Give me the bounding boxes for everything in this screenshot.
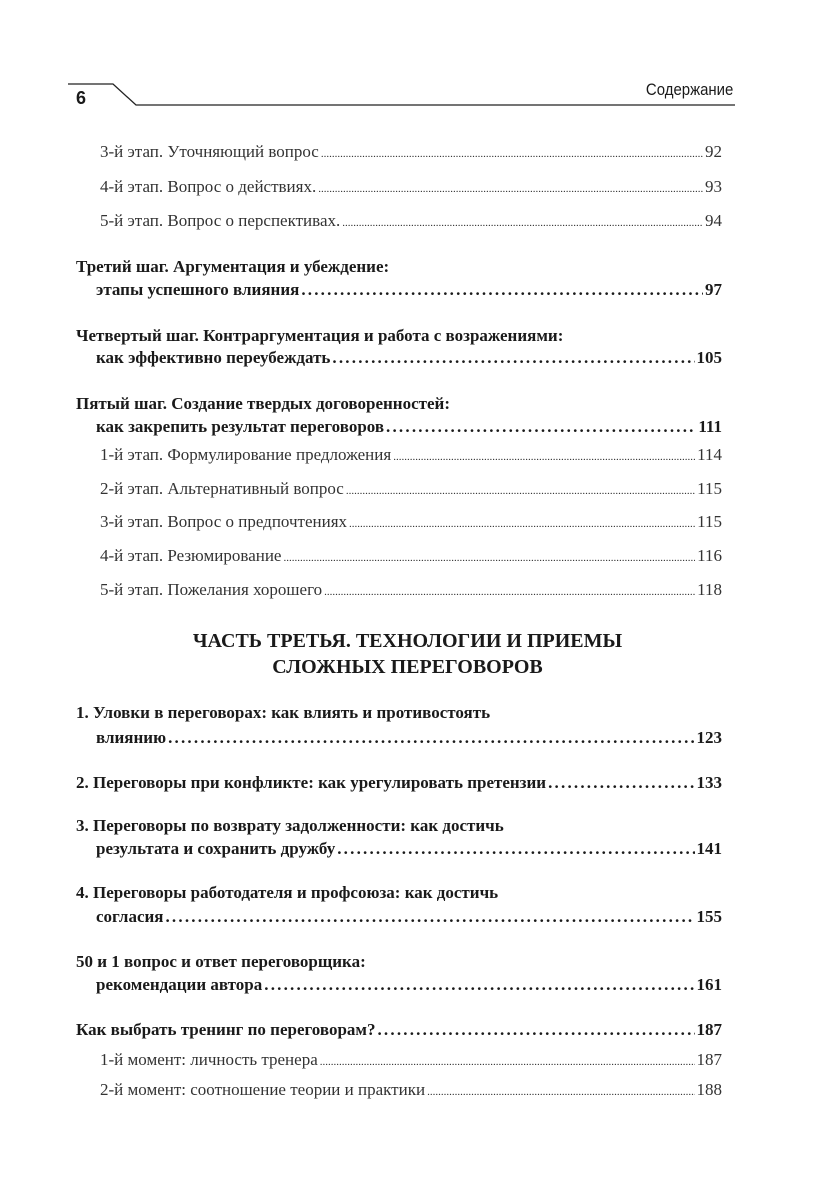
toc-page-number: 105 <box>696 348 722 367</box>
toc-entry-line <box>96 346 722 370</box>
dot-leader <box>342 209 703 235</box>
toc-entry-line <box>96 278 722 302</box>
dot-leader <box>386 415 696 439</box>
toc-entry-line <box>76 881 498 905</box>
dot-leader <box>324 578 695 604</box>
toc-entry-line <box>96 973 722 997</box>
toc-entry-title: 2-й этап. Альтернативный вопрос <box>100 479 344 498</box>
part-heading-line-2: СЛОЖНЫХ ПЕРЕГОВОРОВ <box>272 656 543 678</box>
toc-entry-title: 1. Уловки в переговорах: как влиять и противостоять <box>76 703 491 722</box>
toc-entry-line <box>76 814 504 838</box>
toc-page-number: 141 <box>696 839 722 858</box>
page-number: 6 <box>76 88 87 108</box>
header-rule <box>0 0 815 120</box>
toc-entry-title: как закрепить результат переговоров <box>96 417 385 436</box>
dot-leader <box>346 477 695 503</box>
toc-page-number: 115 <box>697 512 722 531</box>
toc-page-number: 114 <box>697 445 722 464</box>
dot-leader <box>349 510 695 536</box>
toc-entry-line <box>100 544 722 568</box>
toc-entry-title: влиянию <box>96 728 167 747</box>
toc-entry-title: согласия <box>96 907 164 926</box>
toc-page-number: 118 <box>697 580 722 599</box>
toc-entry-title: рекомендации автора <box>96 975 263 994</box>
toc-entry-title: 5-й этап. Вопрос о перспективах. <box>100 211 341 230</box>
toc-entry-line <box>100 578 722 602</box>
toc-entry-title: 3. Переговоры по возврату задолженности: как достичь <box>76 816 504 835</box>
dot-leader <box>548 771 694 795</box>
toc-entry-title: 2. Переговоры при конфликте: как урегулировать претензии <box>76 773 547 792</box>
toc-entry-line <box>96 905 722 929</box>
dot-leader <box>332 346 694 370</box>
dot-leader <box>393 443 695 469</box>
toc-page-number: 111 <box>698 417 722 436</box>
toc-entry-line <box>100 443 722 467</box>
toc-entry-line <box>96 837 722 861</box>
toc-entry-title: 4. Переговоры работодателя и профсоюза: как достичь <box>76 883 499 902</box>
toc-entry-title: 3-й этап. Уточняющий вопрос <box>100 142 319 161</box>
toc-entry-line <box>76 392 450 416</box>
toc-entry-line <box>76 324 563 348</box>
toc-entry-title: результата и сохранить дружбу <box>96 839 336 858</box>
toc-page-number: 161 <box>696 975 722 994</box>
toc-entry-line <box>76 255 389 279</box>
toc-entry-title: 1-й момент: личность тренера <box>100 1050 318 1069</box>
toc-entry-title: 2-й момент: соотношение теории и практики <box>100 1080 426 1099</box>
toc-page-number: 133 <box>696 773 722 792</box>
toc-page-number: 187 <box>696 1050 722 1069</box>
toc-page-number: 116 <box>697 546 722 565</box>
toc-entry-title: Третий шаг. Аргументация и убеждение: <box>76 257 390 276</box>
toc-entry-line <box>100 1078 722 1102</box>
toc-entry-title: Четвертый шаг. Контраргументация и работа с возражениями: <box>76 326 564 345</box>
dot-leader <box>318 175 703 201</box>
toc-entry-title: 1-й этап. Формулирование предложения <box>100 445 392 464</box>
toc-entry-line <box>100 477 722 501</box>
dot-leader <box>168 726 694 750</box>
dot-leader <box>321 140 703 166</box>
toc-entry-title: 4-й этап. Резюмирование <box>100 546 282 565</box>
toc-entry-title: Пятый шаг. Создание твердых договоренностей: <box>76 394 450 413</box>
toc-entry-title: 50 и 1 вопрос и ответ переговорщика: <box>76 952 366 971</box>
dot-leader <box>427 1078 694 1104</box>
dot-leader <box>337 837 694 861</box>
toc-entry-title: 4-й этап. Вопрос о действиях. <box>100 177 317 196</box>
toc-entry-line <box>100 1048 722 1072</box>
toc-page-number: 94 <box>705 211 722 230</box>
toc-page-number: 123 <box>696 728 722 747</box>
toc-entry-line <box>76 771 722 795</box>
dot-leader <box>301 278 703 302</box>
dot-leader <box>377 1018 694 1042</box>
toc-page-number: 115 <box>697 479 722 498</box>
toc-entry-line <box>100 209 722 233</box>
toc-entry-line <box>96 726 722 750</box>
toc-entry-line <box>100 140 722 164</box>
toc-entry-line <box>100 510 722 534</box>
running-header-title: Содержание <box>645 80 733 99</box>
toc-page-number: 155 <box>696 907 722 926</box>
toc-page-number: 92 <box>705 142 722 161</box>
toc-page-number: 187 <box>696 1020 722 1039</box>
toc-entry-line <box>76 1018 722 1042</box>
toc-page-number: 188 <box>696 1080 722 1099</box>
toc-entry-line <box>76 701 490 725</box>
dot-leader <box>165 905 694 929</box>
toc-entry-line <box>76 950 366 974</box>
dot-leader <box>320 1048 695 1074</box>
toc-page-number: 97 <box>705 280 722 299</box>
toc-entry-title: этапы успешного влияния <box>96 280 300 299</box>
toc-entry-title: как эффективно переубеждать <box>96 348 331 367</box>
toc-entry-line <box>96 415 722 439</box>
toc-entry-title: 3-й этап. Вопрос о предпочтениях <box>100 512 348 531</box>
toc-entry-title: 5-й этап. Пожелания хорошего <box>100 580 323 599</box>
toc-entry-title: Как выбрать тренинг по переговорам? <box>76 1020 376 1039</box>
part-heading-line-1: ЧАСТЬ ТРЕТЬЯ. ТЕХНОЛОГИИ И ПРИЕМЫ <box>192 630 623 652</box>
toc-entry-line <box>100 175 722 199</box>
toc-page-number: 93 <box>705 177 722 196</box>
dot-leader <box>264 973 694 997</box>
dot-leader <box>283 544 695 570</box>
